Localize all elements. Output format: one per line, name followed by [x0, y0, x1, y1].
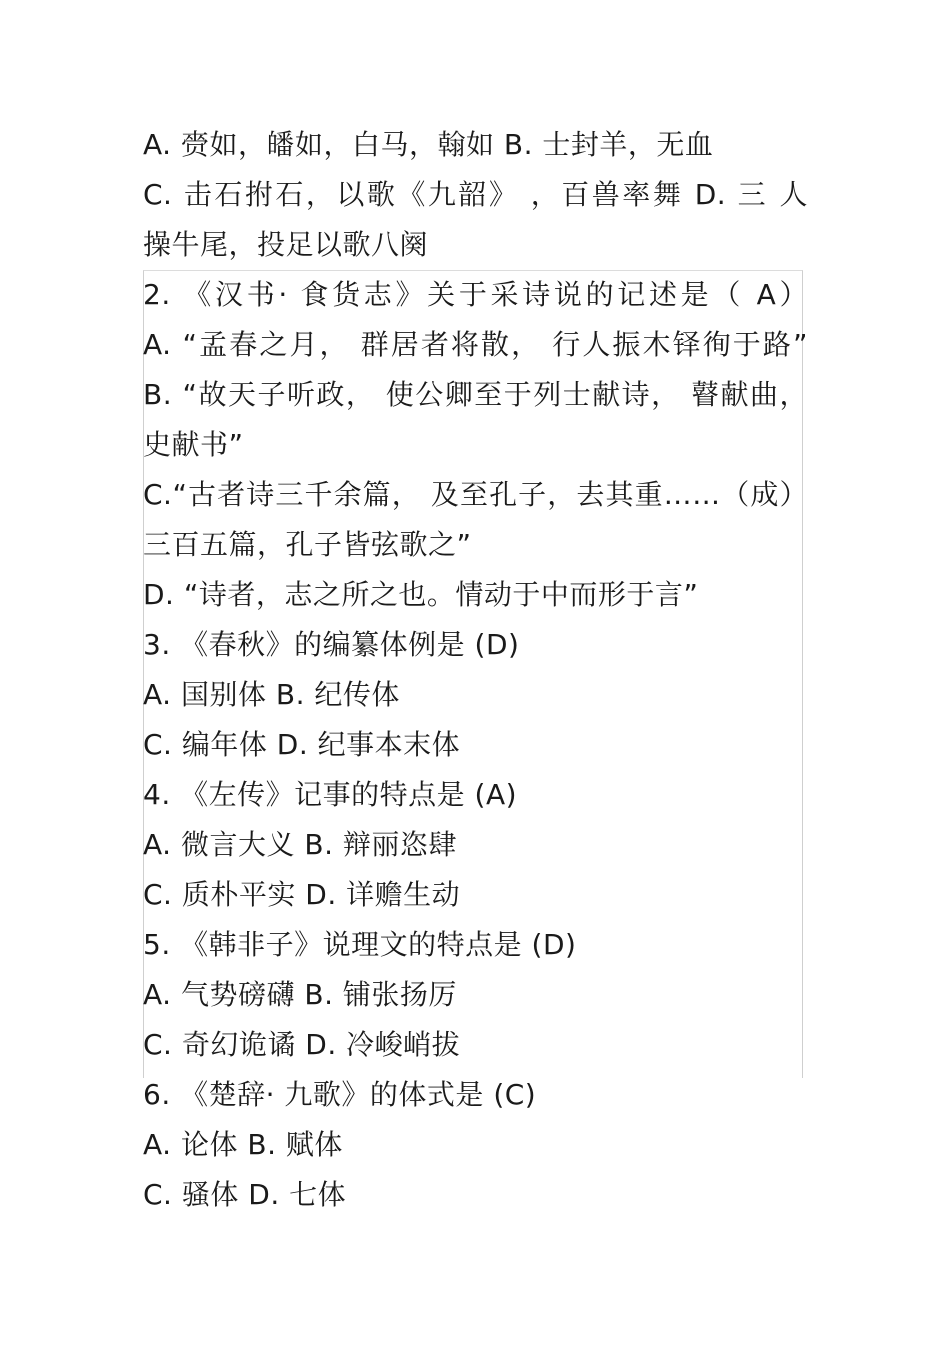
text-line: 三百五篇，孔子皆弦歌之”: [143, 528, 472, 561]
text-line: A. 赍如，皤如，白马，翰如 B. 士封羊，无血: [143, 128, 714, 161]
text-line: 4. 《左传》记事的特点是 (A): [143, 778, 518, 811]
text-line: A. “孟春之月， 群居者将散， 行人振木铎徇于路”: [143, 328, 808, 361]
text-line: A. 国别体 B. 纪传体: [143, 678, 400, 711]
text-line: C. 奇幻诡谲 D. 冷峻峭拔: [143, 1028, 461, 1061]
text-line: 5. 《韩非子》说理文的特点是 (D): [143, 928, 577, 961]
text-line: C. 骚体 D. 七体: [143, 1178, 347, 1211]
text-line: D. “诗者，志之所之也。情动于中而形于言”: [143, 578, 699, 611]
text-line: 3. 《春秋》的编纂体例是 (D): [143, 628, 520, 661]
text-line: C. 击石拊石，以歌《九韶》 ，百兽率舞 D. 三 人: [143, 178, 808, 211]
text-line: C.“古者诗三千余篇， 及至孔子，去其重……（成）: [143, 478, 808, 511]
text-line: C. 编年体 D. 纪事本末体: [143, 728, 461, 761]
text-line: A. 微言大义 B. 辩丽恣肆: [143, 828, 457, 861]
question-text-block: [143, 120, 808, 1220]
text-line: 2. 《汉书· 食货志》关于采诗说的记述是（ A）: [143, 278, 808, 311]
text-line: A. 论体 B. 赋体: [143, 1128, 343, 1161]
text-line: 史献书”: [143, 428, 244, 461]
text-line: 操牛尾，投足以歌八阕: [143, 228, 429, 261]
text-line: B. “故天子听政， 使公卿至于列士献诗， 瞽献曲，: [143, 378, 808, 411]
text-line: A. 气势磅礴 B. 铺张扬厉: [143, 978, 457, 1011]
text-line: C. 质朴平实 D. 详赡生动: [143, 878, 461, 911]
text-line: 6. 《楚辞· 九歌》的体式是 (C): [143, 1078, 537, 1111]
